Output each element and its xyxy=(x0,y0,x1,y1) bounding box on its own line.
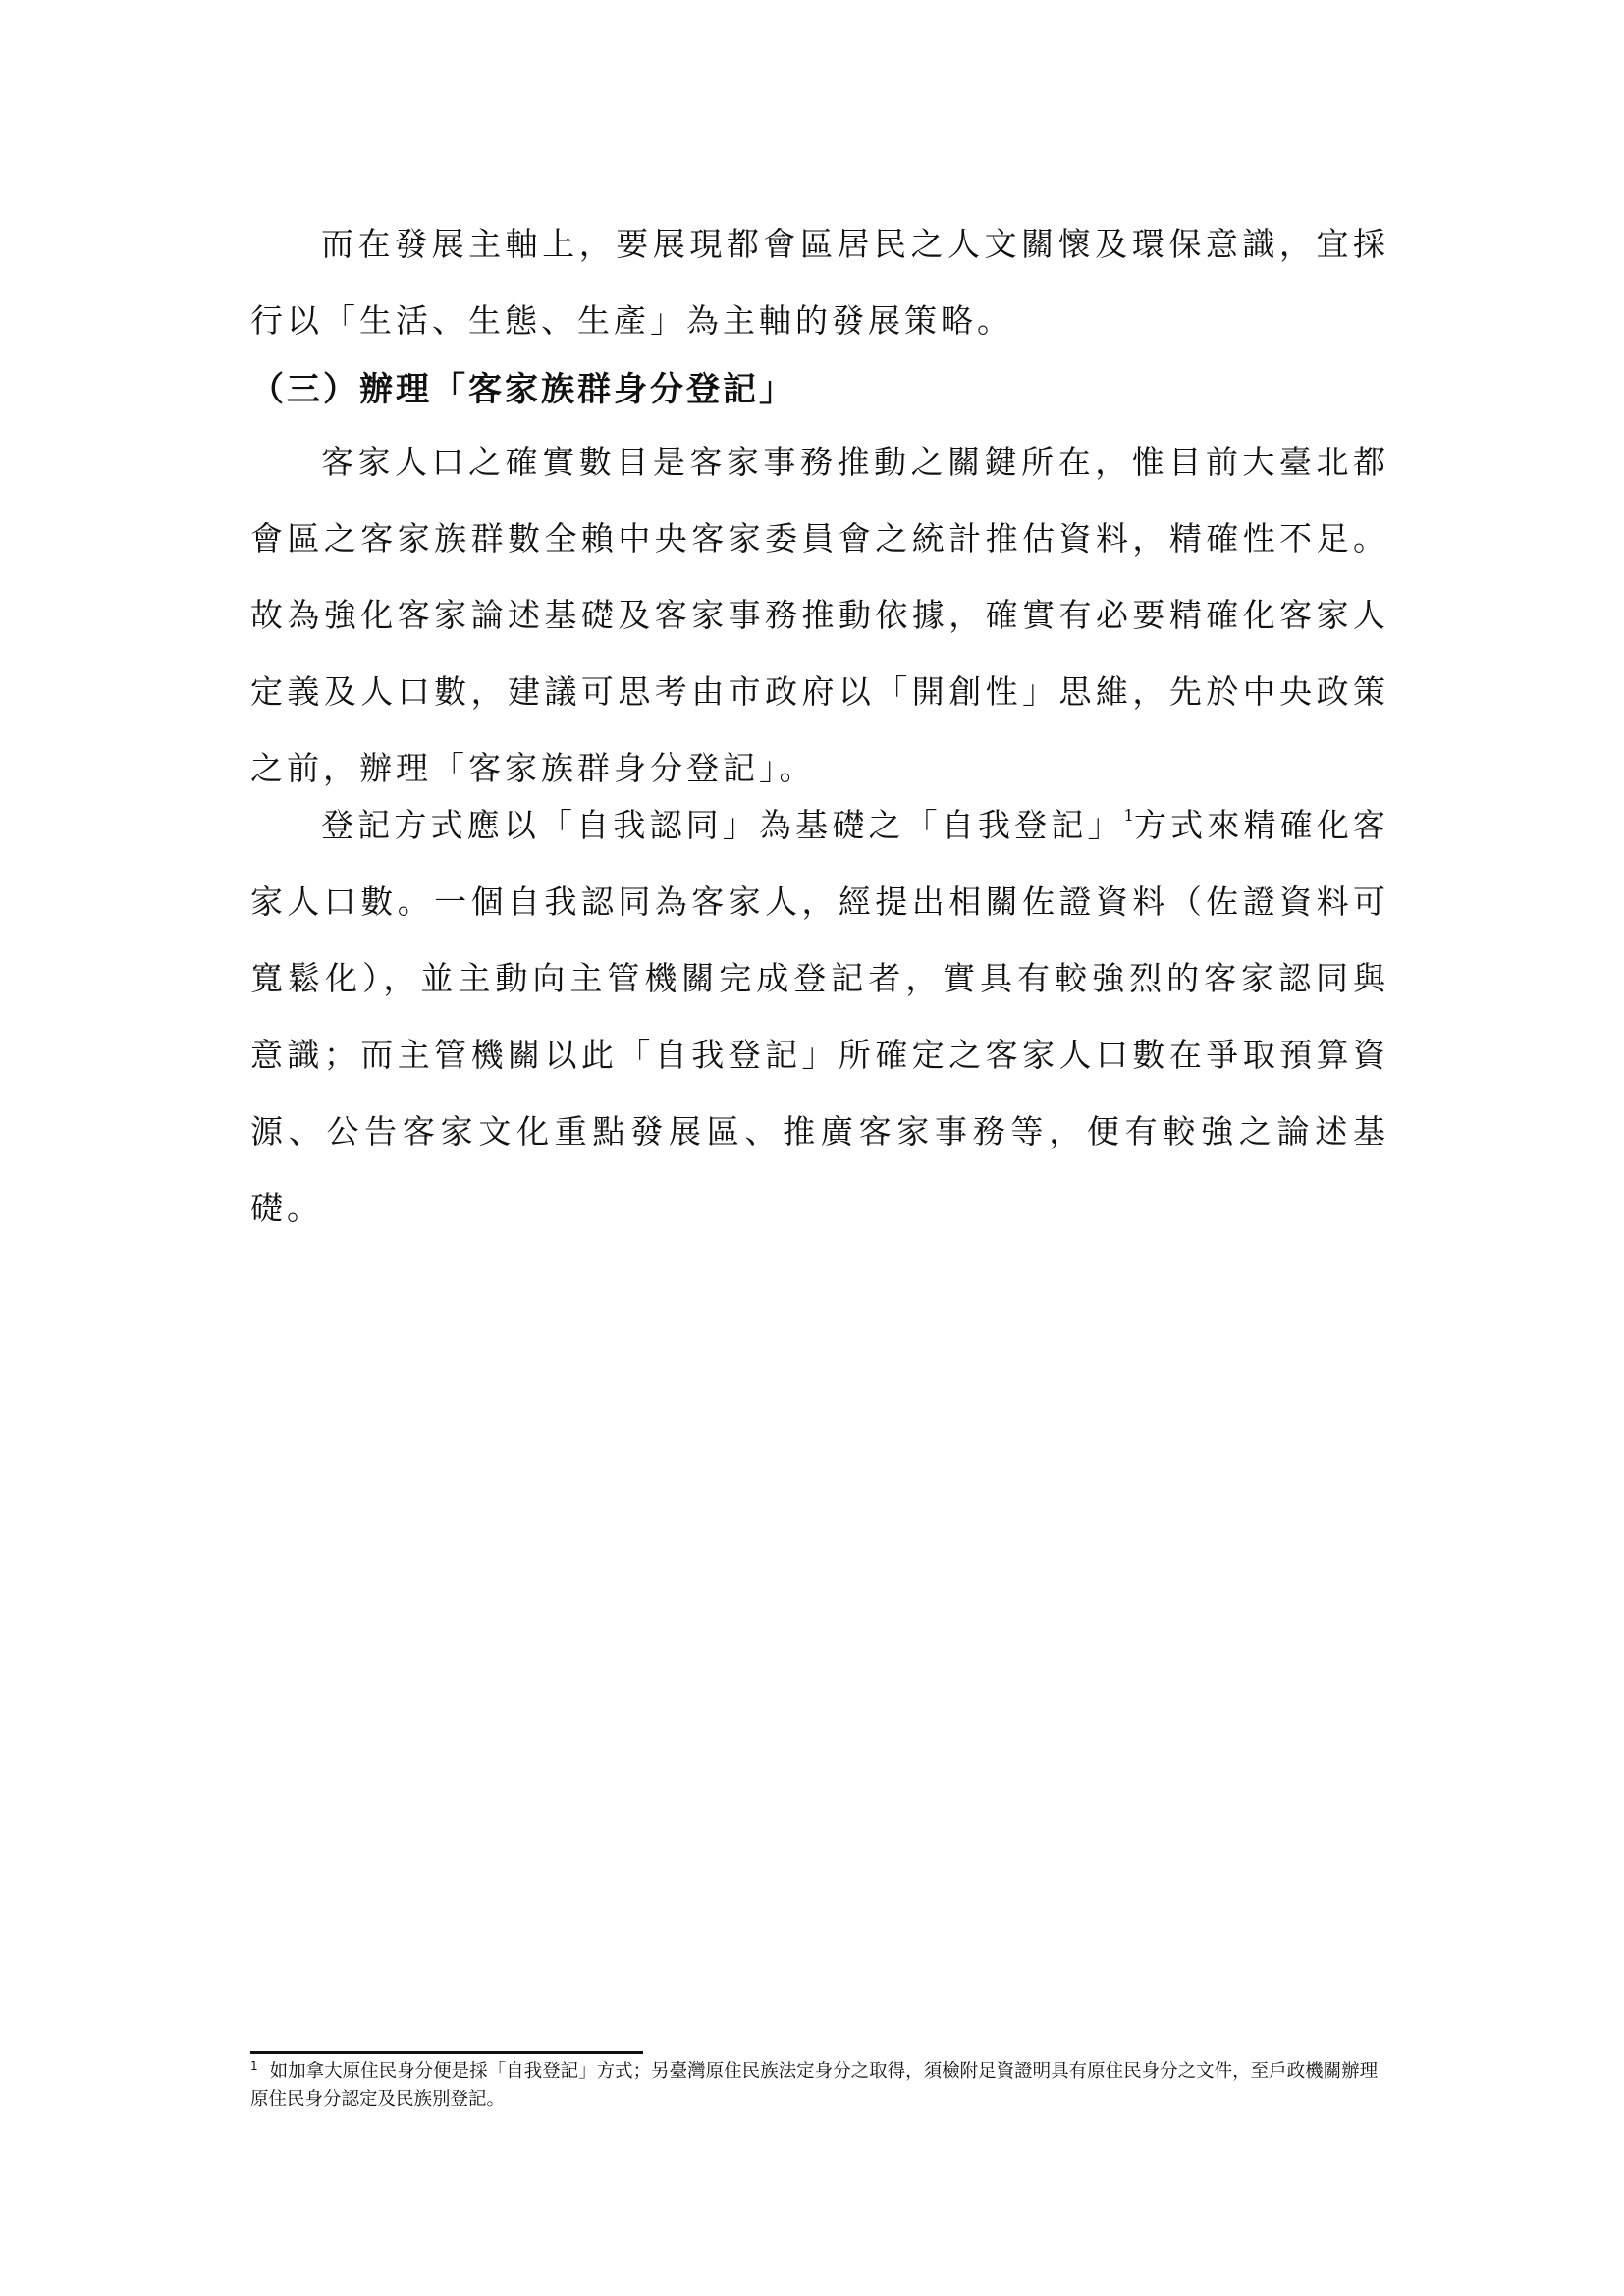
paragraph-development-axis: 而在發展主軸上，要展現都會區居民之人文關懷及環保意識，宜採行以「生活、生態、生產」為主軸的發展策略。 xyxy=(250,225,1389,340)
paragraph-registration-text-start: 登記方式應以「自我認同」為基礎之「自我登記」 xyxy=(321,806,1124,844)
footnote-text: 如加拿大原住民身分便是採「自我登記」方式；另臺灣原住民族法定身分之取得，須檢附足資證明具有原住民身分之文件，至戶政機關辦理原住民身分認定及民族別登記。 xyxy=(250,2061,1379,2109)
footnote-separator xyxy=(250,2051,643,2054)
paragraph-registration-method xyxy=(250,787,1389,1247)
section-heading: （三）辦理「客家族群身分登記」 xyxy=(250,370,795,409)
paragraph-registration-text-end: 方式來精確化客家人口數。一個自我認同為客家人，經提出相關佐證資料（佐證資料可寬鬆化），並主動向主管機關完成登記者，實具有較強烈的客家認同與意識；而主管機關以此「自我登記」所確定之客家人口數在爭取預算資源、公告客家文化重點發展區、推廣客家事務等，便有較強之論述基礎。 xyxy=(250,806,1390,1227)
footnote-reference[interactable]: 1 xyxy=(1123,806,1134,825)
paragraph-hakka-population: 客家人口之確實數目是客家事務推動之關鍵所在，惟目前大臺北都會區之客家族群數全賴中央客家委員會之統計推估資料，精確性不足。故為強化客家論述基礎及客家事務推動依據，確實有必要精確化客家人定義及人口數，建議可思考由市政府以「開創性」思維，先於中央政策之前，辦理「客家族群身分登記」。 xyxy=(250,443,1389,787)
footnote xyxy=(250,2058,1389,2113)
footnote-mark: 1 xyxy=(250,2058,258,2073)
